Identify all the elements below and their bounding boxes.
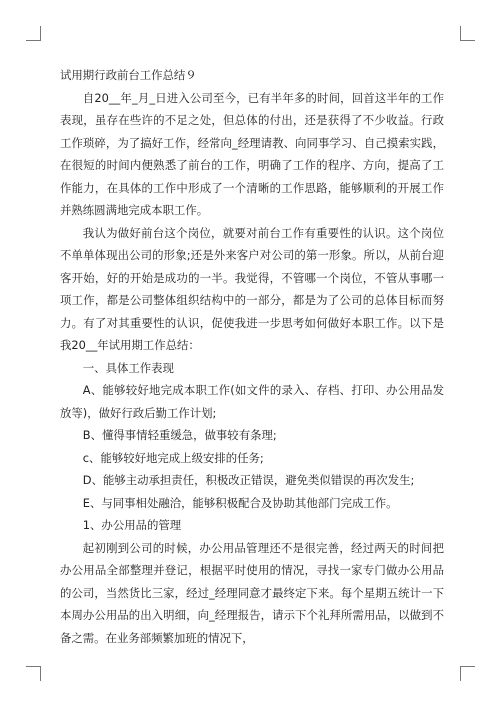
section-heading-performance: 一、具体工作表现	[82, 360, 174, 375]
crop-mark-top-left	[26, 26, 41, 41]
paragraph-intro: 自20__年_月_日进入公司至今，已有半年多的时间，回首这半年的工作表现，虽存在些许的不足之处，但总体的付出，还是获得了不少收益。行政工作琐碎，为了搞好工作，经常向_经理请教、向同事学习、自己摸索实践，在很短的时间内便熟悉了前台的工作，明确了工作的程序、方向，提高了工作能力，在具体的工作中形成了一个清晰的工作思路，能够顺利的开展工作并熟练圆满地完成本职工作。	[60, 90, 444, 217]
section-heading-office-supplies: 1、办公用品的管理	[82, 518, 182, 532]
paragraph-role: 我认为做好前台这个岗位，就要对前台工作有重要性的认识。这个岗位不单单体现出公司的形象;还是外来客户对公司的第一形象。所以，从前台迎客开始，好的开始是成功的一半。我觉得，不管哪一个岗位，不管从事哪一项工作，都是公司整体组织结构中的一部分，都是为了公司的总体目标而努力。有了对其重要性的认识，促使我进一步思考如何做好本职工作。以下是我20__年试用期工作总结：	[60, 225, 444, 352]
list-item-c: c、能够较好地完成上级安排的任务;	[82, 450, 264, 465]
list-item-d: D、能够主动承担责任，积极改正错误，避免类似错误的再次发生;	[82, 473, 415, 487]
crop-mark-bottom-right	[460, 666, 475, 681]
list-item-e: E、与同事相处融洽，能够积极配合及协助其他部门完成工作。	[82, 495, 398, 510]
crop-mark-top-right	[460, 26, 475, 41]
crop-mark-bottom-left	[26, 666, 41, 681]
document-title: 试用期行政前台工作总结９	[60, 68, 197, 82]
document-body	[60, 64, 444, 649]
list-item-b: B、懂得事情轻重缓急，做事较有条理;	[82, 428, 277, 442]
list-item-a: A、能够较好地完成本职工作(如文件的录入、存档、打印、办公用品发放等)，做好行政后勤工作计划;	[60, 383, 444, 420]
paragraph-office-supplies: 起初刚到公司的时候，办公用品管理还不是很完善，经过两天的时间把办公用品全部整理并登记，根据平时使用的情况，寻找一家专门做办公用品的公司，当然货比三家，经过_经理同意才最终定下来。每个星期五统计一下本周办公用品的出入明细，向_经理报告，请示下个礼拜所需用品，以做到不备之需。在业务部频繁加班的情况下，	[60, 540, 444, 645]
